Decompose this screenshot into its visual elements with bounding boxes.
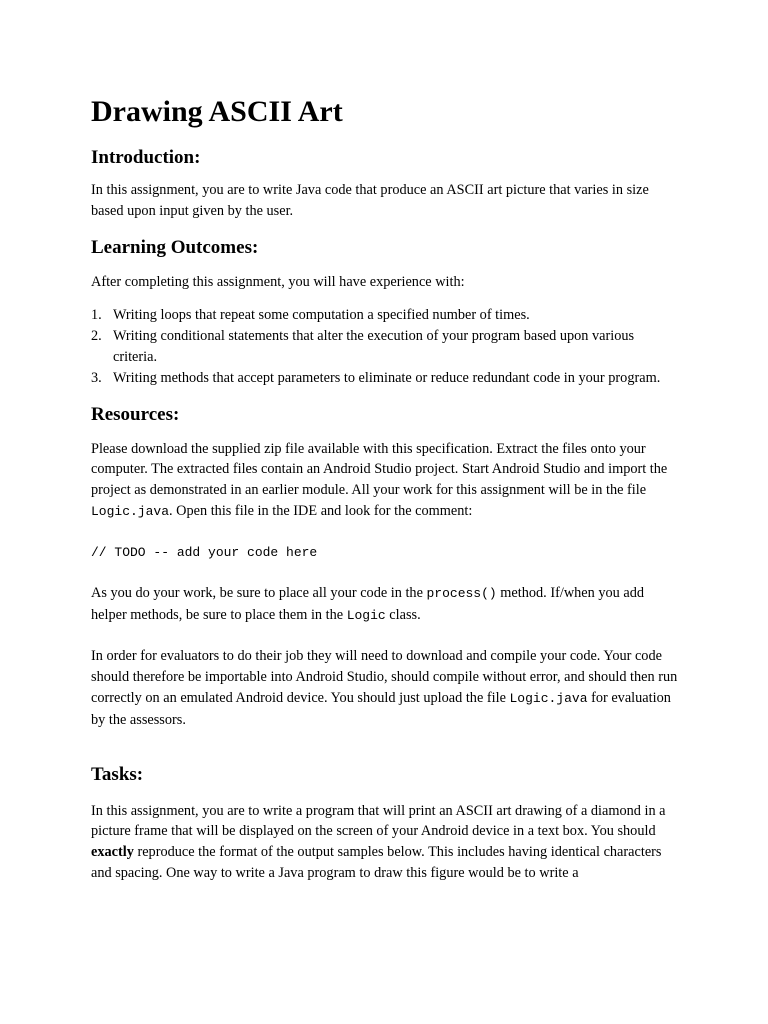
tasks-paragraph bbox=[91, 801, 681, 884]
resources-paragraph-download bbox=[91, 439, 681, 523]
list-item bbox=[91, 326, 681, 368]
list-item-number: 1. bbox=[91, 307, 102, 324]
tasks-emphasis: exactly bbox=[91, 844, 134, 861]
list-item-number: 3. bbox=[91, 369, 102, 386]
resources-text: method. If/when you add helper methods, be sure to place them in the bbox=[91, 584, 645, 623]
tasks-text: reproduce the format of the output samples below. This includes having identical characters and spacing. One way to write a Java program to draw this figure would be to write a bbox=[91, 844, 662, 881]
inline-code-class: Logic bbox=[346, 607, 386, 623]
introduction-heading: Introduction: bbox=[91, 147, 201, 168]
resources-text: Please download the supplied zip file available with this specification. Extract the files onto your computer. The extracted files contain an Android Studio project. Start Android Studio and import the project as demonstrated in an earlier module. All your work for this assignment will be in the file bbox=[91, 440, 668, 499]
list-item-number: 2. bbox=[91, 328, 102, 345]
tasks-text: In this assignment, you are to write a program that will print an ASCII art drawing of a diamond in a picture frame that will be displayed on the screen of your Android device in a text box. You should bbox=[91, 802, 666, 840]
resources-paragraph-process bbox=[91, 583, 681, 627]
resources-text: In order for evaluators to do their job they will need to download and compile your code. Your code should therefore be importable into Android Studio, should compile without error, and should then run correctly on an emulated Android device. You should just upload the file bbox=[91, 648, 678, 706]
resources-text-tail: . Open this file in the IDE and look for the comment: bbox=[169, 502, 473, 519]
list-item-text: Writing conditional statements that alter the execution of your program based upon various criteria. bbox=[113, 328, 635, 365]
list-item bbox=[91, 368, 681, 389]
resources-text: As you do your work, be sure to place all your code in the bbox=[91, 584, 427, 601]
tasks-heading: Tasks: bbox=[91, 763, 144, 785]
inline-code-filename: Logic.java bbox=[509, 690, 588, 706]
inline-code-filename: Logic.java bbox=[91, 503, 170, 519]
list-item-text: Writing methods that accept parameters to eliminate or reduce redundant code in your program. bbox=[113, 369, 661, 386]
introduction-paragraph: In this assignment, you are to write Java code that produce an ASCII art picture that varies in size based upon input given by the user. bbox=[91, 182, 649, 219]
outcomes-list bbox=[91, 305, 681, 388]
resources-heading: Resources: bbox=[91, 403, 180, 425]
todo-code-comment: // TODO -- add your code here bbox=[91, 544, 318, 560]
document-title: Drawing ASCII Art bbox=[91, 95, 343, 128]
outcomes-intro-paragraph: After completing this assignment, you will have experience with: bbox=[91, 273, 465, 290]
resources-paragraph-evaluation bbox=[91, 646, 681, 730]
list-item-text: Writing loops that repeat some computation a specified number of times. bbox=[113, 307, 530, 324]
list-item bbox=[91, 305, 681, 326]
resources-text-tail: for evaluation by the assessors. bbox=[91, 689, 671, 728]
resources-text: class. bbox=[385, 606, 421, 623]
inline-code-method: process() bbox=[426, 585, 497, 601]
document-page bbox=[91, 92, 681, 884]
learning-outcomes-heading: Learning Outcomes: bbox=[91, 236, 259, 258]
